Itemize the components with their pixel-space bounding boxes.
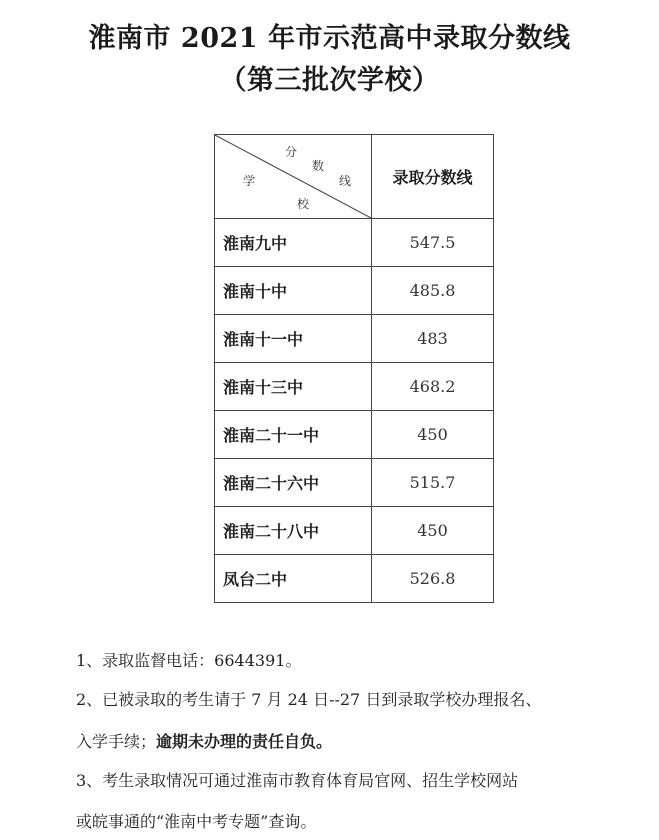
table-row <box>215 507 494 555</box>
table-row <box>215 555 494 603</box>
header-char-xue: 学 <box>243 174 256 188</box>
note-registration-warning: 逾期未办理的责任自负。 <box>156 732 333 751</box>
header-char-shu: 数 <box>312 159 325 173</box>
page-title: 淮南市 2021 年市示范高中录取分数线 <box>88 23 571 54</box>
school-name-cell: 淮南十三中 <box>215 363 372 411</box>
score-cell: 450 <box>372 507 494 555</box>
score-column-header: 录取分数线 <box>372 135 494 219</box>
table-row <box>215 315 494 363</box>
score-cell: 450 <box>372 411 494 459</box>
score-cell: 526.8 <box>372 555 494 603</box>
note-query-line1: 3、考生录取情况可通过淮南市教育体育局官网、招生学校网站 <box>76 771 519 790</box>
header-char-fen: 分 <box>285 145 298 159</box>
note-registration-plain: 入学手续； <box>76 732 157 751</box>
table-row <box>215 411 494 459</box>
score-table <box>214 134 494 603</box>
school-name-cell: 淮南十一中 <box>215 315 372 363</box>
school-name-cell: 淮南二十六中 <box>215 459 372 507</box>
note-registration-line1: 2、已被录取的考生请于 7 月 24 日--27 日到录取学校办理报名、 <box>76 690 542 709</box>
table-row <box>215 363 494 411</box>
school-name-cell: 淮南二十一中 <box>215 411 372 459</box>
school-name-cell: 淮南二十八中 <box>215 507 372 555</box>
table-header-row <box>215 135 494 219</box>
school-name-cell: 淮南九中 <box>215 219 372 267</box>
table-row <box>215 459 494 507</box>
school-name-cell: 淮南十中 <box>215 267 372 315</box>
header-char-xiao: 校 <box>297 197 310 211</box>
note-query-line2: 或皖事通的“淮南中考专题”查询。 <box>76 812 317 831</box>
score-cell: 483 <box>372 315 494 363</box>
score-cell: 515.7 <box>372 459 494 507</box>
score-cell: 485.8 <box>372 267 494 315</box>
score-cell: 468.2 <box>372 363 494 411</box>
page-subtitle: （第三批次学校） <box>219 65 440 96</box>
note-registration-line2 <box>76 729 651 752</box>
table-row <box>215 219 494 267</box>
score-cell: 547.5 <box>372 219 494 267</box>
table-row <box>215 267 494 315</box>
diagonal-header-cell <box>215 135 372 219</box>
header-char-xian: 线 <box>339 174 352 188</box>
note-supervision-phone: 1、录取监督电话：6644391。 <box>76 651 302 670</box>
school-name-cell: 凤台二中 <box>215 555 372 603</box>
